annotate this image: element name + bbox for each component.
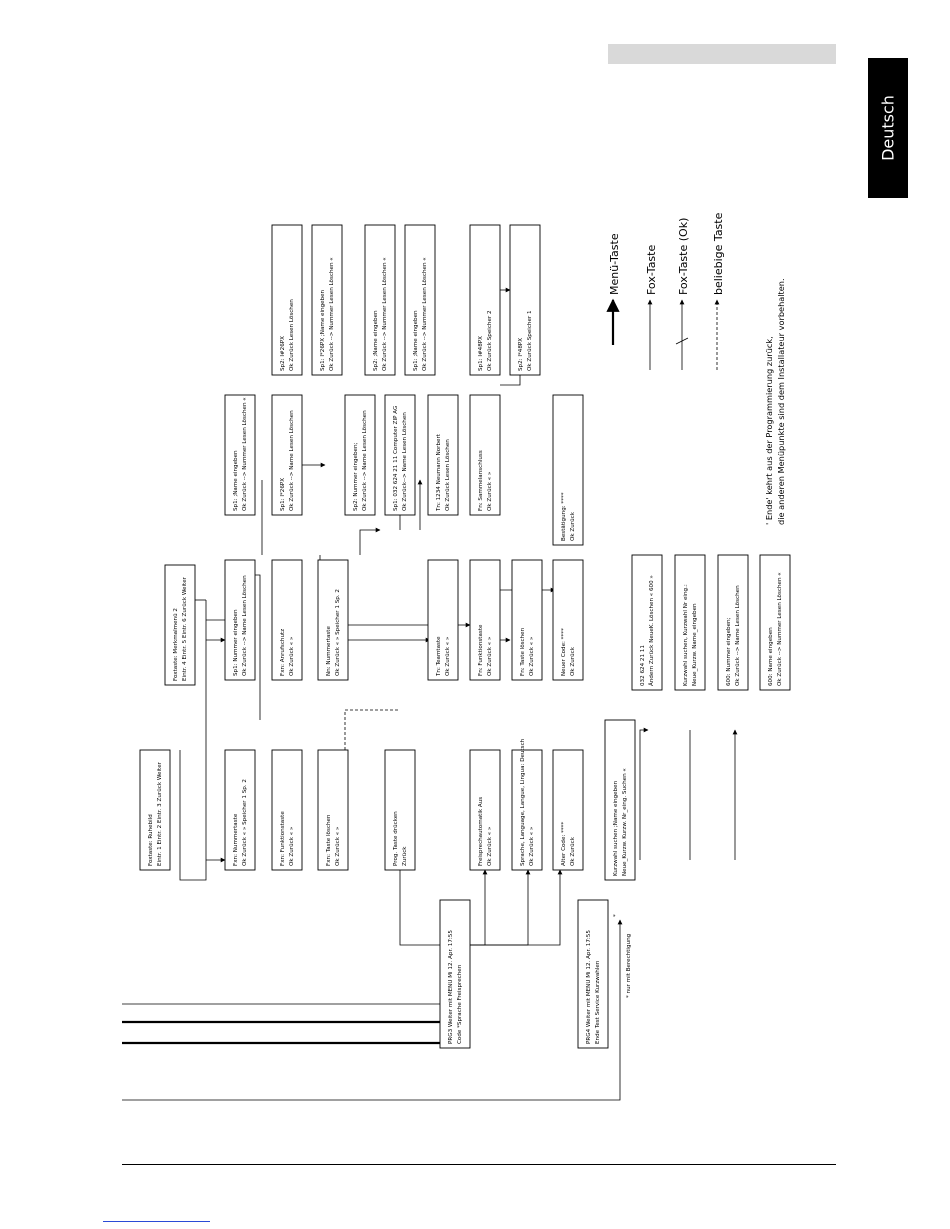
box-600-name (760, 555, 790, 690)
svg-text:Kurzwahl suchen ;N: Kurzwahl suchen ;Name eingeben (613, 780, 619, 876)
svg-text:Nn: Nummertaste: Nn: Nummertaste (326, 626, 332, 676)
svg-text:Ok Zurück « »: Ok Zurück « » (487, 636, 493, 676)
box-tn-neumann (428, 395, 458, 515)
svg-text:Ok Zurück « » Speicher: Ok Zurück « » Speicher 1 Sp. 2 (335, 589, 341, 676)
svg-text:032 624 21 11: 032 624 21 11 (640, 645, 646, 686)
svg-text:Ok Zurück: Ok Zurück (570, 647, 576, 676)
svg-text:Prog. Taste drücken: Prog. Taste drücken (393, 811, 399, 866)
svg-text:Sp2: I#26PX: Sp2: I#26PX (280, 336, 286, 371)
svg-text:Sprache, Language, Langue, Lin: Sprache, Language, Langue, Lingua: Deutsch (520, 738, 526, 866)
box-kurzwahl-suchen (605, 720, 635, 880)
svg-text:Ok Zurück: Ok Zurück « » (487, 826, 493, 866)
svg-text:Sp1: Nummer eingeben: Sp1: Nummer eingeben (233, 609, 239, 676)
box-fn-taste-loeschen (512, 560, 542, 680)
svg-text:Ok Zurück « »: Ok Zurück « » (335, 826, 341, 866)
svg-text:Ändern Zurück NeueK. Löschen «: Ändern Zurück NeueK. Löschen « 600 » (649, 575, 655, 686)
box-fxn-anruf (272, 560, 302, 680)
box-merkmal (165, 565, 195, 685)
svg-text:Tn: Teamtaste: Tn: Teamtaste (436, 636, 442, 676)
box-prog (385, 750, 415, 870)
box-sp2-48px (510, 225, 540, 375)
box-nummer-600 (632, 555, 662, 690)
svg-text:Ok Zurück --> Name Lese: Ok Zurück --> Name Lesen Löschen (735, 585, 741, 686)
svg-text:Ok Zurück --> Name Lesen: Ok Zurück --> Name Lesen Löschen (242, 575, 248, 676)
svg-text:PRG4 Weiter mit MENU Mi 12. A: PRG4 Weiter mit MENU Mi 12. Apr. 17:55 (586, 930, 592, 1044)
box-neuer-code (553, 560, 583, 680)
box-prg4 (578, 900, 608, 1048)
svg-text:Ok Zurück --> Nummer Lesen Lös: Ok Zurück --> Nummer Lesen Löschen « (382, 257, 388, 371)
box-sp2-26px (272, 225, 302, 375)
svg-text:Bestätigung: ****: Bestätigung: **** (561, 492, 567, 541)
box-nn-nummer (318, 560, 348, 680)
svg-text:Ok Zurück « »: Ok Zurück « » (529, 636, 535, 676)
box-sp1-name2 (405, 225, 435, 375)
legend-menu-label: Menü-Taste (608, 233, 621, 295)
svg-text:Ok Zurück: Ok Zurück « » (529, 826, 535, 866)
box-fxn-nummer (225, 750, 255, 870)
svg-text:Ok Zurück Sp: Ok Zurück Speicher 2 (487, 310, 493, 371)
svg-text:Fxn: Taste löschen: Fxn: Taste löschen (326, 814, 332, 866)
svg-text:Fn: Taste löschen: Fn: Taste löschen (520, 627, 526, 676)
box-ruhebild (140, 750, 170, 870)
svg-text:PRG3 Weiter mit MENU Mi 12. A: PRG3 Weiter mit MENU Mi 12. Apr. 17:55 (448, 930, 454, 1044)
svg-text:Sp1:: Sp1: ;Name eingeben (233, 450, 239, 511)
svg-text:Ok Zurück --> Nummer Lesen Lös: Ok Zurück --> Nummer Lesen Löschen « (777, 572, 783, 686)
box-sp1-26px-name (312, 225, 342, 375)
legend-fox-label: Fox-Taste (645, 244, 658, 295)
svg-text:Sp1:: Sp1: ;Name eingeben (413, 310, 419, 371)
box-fn-funktion (470, 560, 500, 680)
svg-text:Ok Zurück « »: Ok Zurück « » (289, 636, 295, 676)
svg-text:Ok Zurück Sp: Ok Zurück Speicher 1 (527, 310, 533, 371)
box-sp1-48px (470, 225, 500, 375)
box-alter-code (553, 750, 583, 870)
svg-text:Code *Sprache Freisprechen: Code *Sprache Freisprechen (457, 964, 463, 1044)
svg-text:Ok Zurück --> Nummer Lesen Lös: Ok Zurück --> Nummer Lesen Löschen « (329, 257, 335, 371)
svg-text:Zurück: Zurück (402, 846, 408, 866)
legend (608, 212, 725, 370)
star-label: * (613, 914, 619, 917)
svg-text:Eintr. 1 Eintr. 2 Eintr. 3: Eintr. 1 Eintr. 2 Eintr. 3 Zurück Weiter (157, 762, 163, 866)
svg-text:Neuer Code: ****: Neuer Code: **** (561, 628, 567, 676)
svg-text:Alter Code: ****: Alter Code: **** (561, 821, 567, 866)
box-sp1-26px (272, 395, 302, 515)
box-fxn-funktion (272, 750, 302, 870)
box-freisprech (470, 750, 500, 870)
svg-text:Sp1: I#48PX: Sp1: I#48PX (478, 336, 484, 371)
svg-text:600:: 600: Name eingeben (768, 627, 774, 686)
svg-text:Ok Zurück « »: Ok Zurück « » (289, 826, 295, 866)
svg-text:Ok Zurück --> Nummer Lesen Lös: Ok Zurück --> Nummer Lesen Löschen « (422, 257, 428, 371)
box-sp1-nummer (225, 560, 255, 680)
box-sp1-zip (385, 395, 415, 515)
box-600-nummer (718, 555, 748, 690)
svg-text:Kurzwahl suchen, Kurzwahl Nr e: Kurzwahl suchen, Kurzwahl Nr eing.: (683, 584, 689, 686)
svg-text:Neue_Kurzw. Kurzw. Nr_eing.: Neue_Kurzw. Kurzw. Nr_eing. Suchen « (622, 768, 628, 876)
box-bestaetigung (553, 395, 583, 545)
box-prg3 (440, 900, 470, 1048)
svg-text:Tn: 1234 Neumann Norbert: Tn: 1234 Neumann Norbert (436, 434, 442, 511)
svg-text:Fn: Funktionstaste: Fn: Funktionstaste (478, 624, 484, 676)
svg-text:Ok Zurück: Ok Zurück « » (487, 471, 493, 511)
svg-text:Fxn: Anrufschutz: Fxn: Anrufschutz (280, 628, 286, 676)
svg-text:Ok Zurück: Ok Zurück (570, 512, 576, 541)
box-fxn-loeschen (318, 750, 348, 870)
box-kurzwahl-nr (675, 555, 705, 690)
svg-text:Ok Zurück --> Name Lesen: Ok Zurück --> Name Lesen Löschen (289, 410, 295, 511)
svg-text:Sp1: I*26PX: Sp1: I*26PX (280, 477, 286, 511)
berechtigung-footnote: * nur mit Berechtigung (626, 933, 632, 998)
svg-text:Ok Zurück Lesen: Ok Zurück Lesen Löschen (289, 299, 295, 371)
svg-text:Foxtaste: Merkmalmenü 2: Foxtaste: Merkmalmenü 2 (173, 608, 179, 681)
svg-text:Ok Zurück « » Speicher: Ok Zurück « » Speicher 1 Sp. 2 (242, 779, 248, 866)
note-line-1: ' Ende' kehrt aus der Programmierung zurück, (764, 336, 774, 525)
svg-text:Ok Zurück--> Name Lesen: Ok Zurück--> Name Lesen Löschen (402, 412, 408, 511)
box-tn-team (428, 560, 458, 680)
box-sp2-name (365, 225, 395, 375)
legend-any-label: beliebige Taste (712, 212, 725, 295)
language-tab-label: Deutsch (878, 95, 898, 161)
svg-text:Sp1: 032 624 21 11 Computer ZI: Sp1: 032 624 21 11 Computer ZIP AG (393, 405, 399, 511)
svg-text:Sp1: I*26PX: Sp1: I*26PX ;Name eingeben (320, 289, 326, 371)
svg-text:Fxn: Funktionstaste: Fxn: Funktionstaste (280, 811, 286, 866)
box-sp2-nummer (345, 395, 375, 515)
svg-text:Sp2:: Sp2: ;Name eingeben (373, 310, 379, 371)
svg-text:Neue_Kurzw.: Neue_Kurzw. Name_eingeben (692, 603, 698, 686)
svg-text:Sp2: I*48PX: Sp2: I*48PX (518, 337, 524, 371)
svg-text:Ok Zurück --> Name Lesen: Ok Zurück --> Name Lesen Löschen (362, 410, 368, 511)
svg-text:Freisprechautomatik: Freisprechautomatik Aus (478, 796, 484, 866)
legend-fox-ok-label: Fox-Taste (Ok) (677, 217, 690, 295)
svg-text:Eintr. 4 Eintr. 5 Eintr. 6: Eintr. 4 Eintr. 5 Eintr. 6 Zurück Weiter (182, 577, 188, 681)
svg-text:Ok Zurück « »: Ok Zurück « » (445, 636, 451, 676)
box-sp1-name (225, 395, 255, 515)
svg-text:Fxn: Nummertaste: Fxn: Nummertaste (233, 813, 239, 866)
svg-text:Ok Zurück: Ok Zurück (570, 837, 576, 866)
svg-text:600: Nummer eingeben;: 600: Nummer eingeben; (726, 617, 732, 686)
svg-text:Sp2: Nummer eingeben;: Sp2: Nummer eingeben; (353, 442, 359, 511)
svg-text:Ok Zurück Lesen: Ok Zurück Lesen Löschen (445, 439, 451, 511)
box-fn-sammel (470, 395, 500, 515)
svg-text:Ende Test Service: Ende Test Service Kurzwahlen (595, 960, 601, 1044)
svg-text:Foxtaste: Ruhebild: Foxtaste: Ruhebild (148, 814, 154, 866)
svg-text:Fn: Sammelan: Fn: Sammelanschluss (478, 450, 484, 511)
box-sprache (512, 738, 542, 870)
svg-text:Ok Zurück --> Nummer Lesen Lös: Ok Zurück --> Nummer Lesen Löschen « (242, 397, 248, 511)
note-line-2: die anderen Menüpunkte sind dem Installateur vorbehalten. (776, 278, 786, 525)
